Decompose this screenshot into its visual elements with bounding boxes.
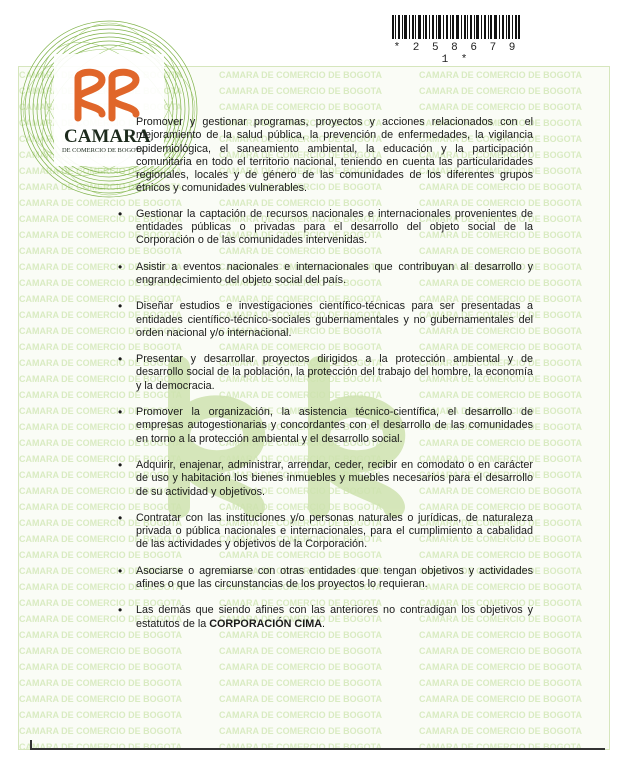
list-item	[110, 261, 533, 288]
barcode-number: * 2 5 8 6 7 9 1 *	[393, 42, 519, 66]
bullet-icon: •	[118, 457, 123, 472]
bullet-icon: •	[118, 352, 123, 367]
list-item-text: Las demás que siendo afines con las anteriores no contradigan los objetivos y estatutos de la	[136, 604, 533, 630]
bottom-rule	[30, 748, 605, 750]
list-item	[110, 208, 533, 248]
list-item-text: Presentar y desarrollar proyectos dirigidos a la protección ambiental y de desarrollo social de la población, la protección del trabajo del hombre, la economía y la democracia.	[136, 353, 533, 392]
bullet-icon: •	[118, 405, 123, 420]
corporation-name: CORPORACIÓN CIMA	[209, 617, 323, 630]
list-item	[110, 406, 533, 446]
bullet-icon: •	[118, 563, 123, 578]
list-item-text: Promover la organización, la asistencia técnico-científica, el desarrollo de empresas autogestionarias y concordantes con el desarrollo de las comunidades en torno a la protección ambiental y el desarrollo social.	[136, 406, 533, 445]
list-item-end: .	[322, 617, 326, 630]
objectives-list	[110, 208, 533, 631]
bullet-icon: •	[118, 510, 123, 525]
list-item-text: Asociarse o agremiarse con otras entidades que tengan objetivos y actividades afines o que las circunstancias de los proyectos lo requieran.	[136, 564, 533, 591]
intro-paragraph: Promover y gestionar programas, proyectos y acciones relacionados con el mejoramiento de la salud pública, la prevención de enfermedades, la vigilancia epidemiológica, el saneamiento ambiental, la educación y la participación comunitaria en todo el territorio nacional, teniendo en cuenta las particularidades regionales, locales y de género de las comunidades de los diferentes grupos étnicos y comunidades vulnerables.	[136, 116, 533, 195]
list-item	[110, 604, 533, 631]
bullet-icon: •	[118, 603, 123, 618]
list-item-text: Gestionar la captación de recursos nacionales e internacionales provenientes de entidades públicas o privadas para el desarrollo del objeto social de la Corporación o de las comunidades intervenidas.	[136, 207, 533, 247]
barcode	[392, 15, 520, 39]
bullet-icon: •	[118, 259, 123, 274]
list-item	[110, 353, 533, 393]
list-item-text: Contratar con las instituciones y/o personas naturales o jurídicas, de naturaleza privada o pública nacionales e internacionales, para el cumplimiento a cabalidad de las actividades y objetivos de la Corporación.	[136, 511, 533, 551]
document-body	[110, 116, 533, 644]
logo-subtitle: DE COMERCIO DE BOGOTA	[62, 147, 144, 154]
list-item-text: Diseñar estudios e investigaciones científico-técnicas para ser presentadas a entidades científico-técnico-sociales gubernamentales y no gubernamentales del orden nacional y/o internacional.	[136, 300, 533, 339]
list-item	[110, 565, 533, 592]
list-item	[110, 512, 533, 552]
list-item	[110, 459, 533, 499]
logo-name: CAMARA	[64, 126, 151, 147]
list-item-text: Asistir a eventos nacionales e internacionales que contribuyan al desarrollo y engrandecimiento del objeto social del país.	[136, 260, 533, 286]
bullet-icon: •	[118, 299, 123, 314]
list-item-text: Adquirir, enajenar, administrar, arrendar, ceder, recibir en comodato o en carácter de uso y habitación los bienes inmuebles y muebles necesarios para el desarrollo de su actividad y objetivos.	[136, 458, 533, 498]
list-item	[110, 300, 533, 340]
bullet-icon: •	[118, 206, 123, 221]
